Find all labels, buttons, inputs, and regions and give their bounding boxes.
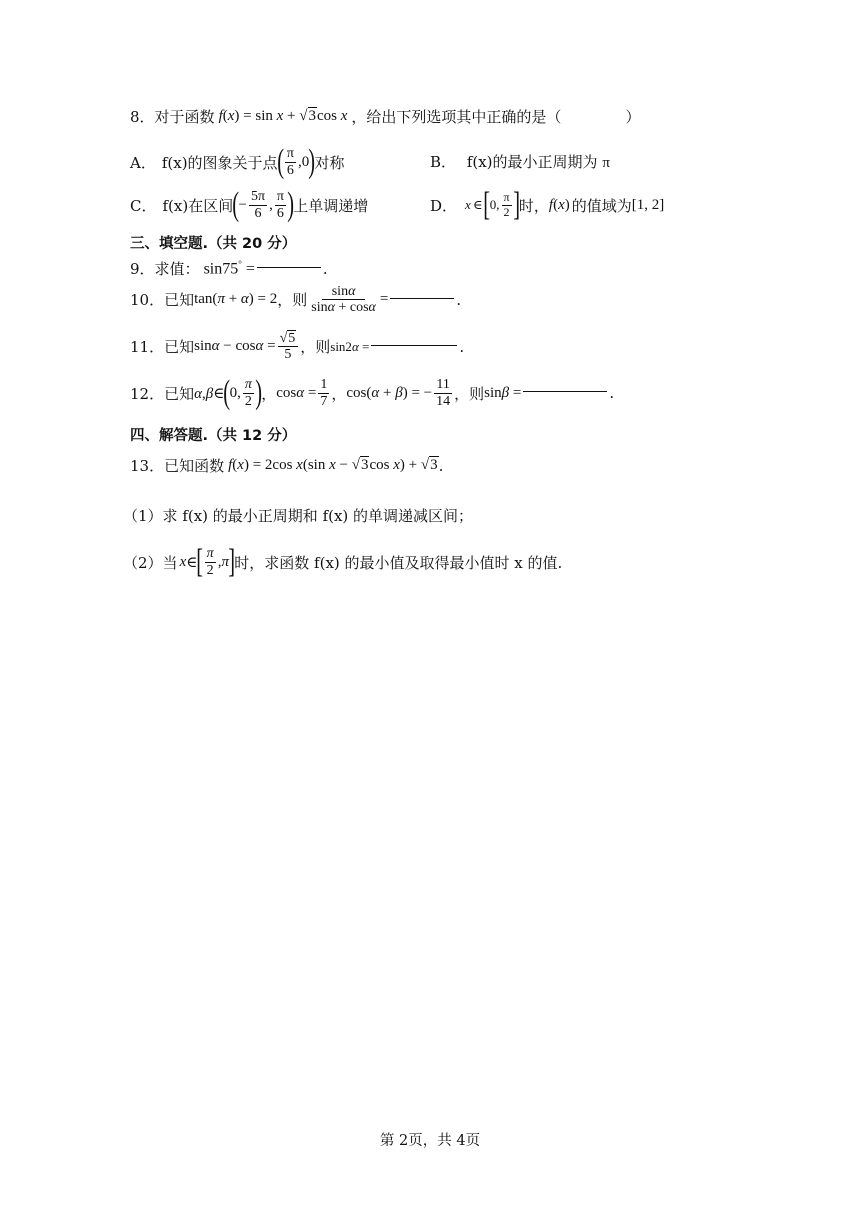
option-d-text-mid: 时， [518, 196, 549, 215]
q13-number: 13． [130, 457, 165, 475]
q9-answer-blank[interactable] [257, 266, 321, 268]
q10-mid: ，则 [277, 291, 308, 310]
option-c-text-post: 上单调递增 [293, 196, 369, 215]
q12-cond3: cos(α + β) = − [346, 384, 433, 401]
q12-frac-1: $\frac{\pi}{2}$ [244, 377, 252, 409]
q10-end: . [456, 290, 462, 309]
q13-part-2-frac: $\frac{\pi}{2}$ [206, 546, 214, 578]
q12: 12． 已知 α,β∈ ( 0, $\frac{\pi}{2}$ ) ， cosα = $\frac{1}{7}$ ， cos(α + β) = − $\frac{11}{14}$ ，则 sinβ = . [130, 374, 615, 411]
q11-frac: $\frac{√5}{5}$ [278, 331, 299, 363]
q12-number: 12． [130, 384, 165, 403]
q8-option-b [430, 151, 610, 172]
q13-part-1 [123, 505, 473, 526]
option-d-range: [1, 2] [631, 196, 665, 213]
q9-expr: sin75° = [203, 258, 255, 278]
q13-part-2-text-pre: 当 [162, 553, 178, 572]
option-c-frac-2: $\frac{\pi}{6}$ [276, 189, 284, 221]
q9 [130, 258, 328, 279]
q8-paren-close: ） [625, 108, 641, 126]
q9-text: 求值： [154, 260, 200, 278]
q13-part-1-label: （1） [123, 507, 163, 525]
q10-answer-blank[interactable] [390, 297, 454, 299]
q8-stem [130, 106, 640, 127]
q12-mid: ，则 [454, 384, 485, 403]
q10-frac: $\frac{\sin\alpha}{\sin\alpha + \cos\alpha}$ [311, 284, 376, 316]
q8-number: 8． [130, 108, 155, 126]
q8-stem-post: ，给出下列选项其中正确的是（ [351, 108, 562, 126]
q8-option-c: C． f(x)在区间 ( − $\frac{5\pi}{6}$ , $\frac{\pi}{6}$ ) 上单调递增 [130, 186, 369, 223]
q9-end: . [322, 259, 328, 278]
section-4-title: 四、解答题.（共 12 分） [130, 428, 297, 444]
page-footer: 第 2页，共 4页 [379, 1133, 481, 1149]
q10-cond: tan(π + α) = 2 [194, 291, 278, 308]
q11-pre: 已知 [164, 338, 195, 357]
q11-mid: ，则 [300, 338, 331, 357]
q11-end: . [459, 337, 465, 356]
q11-number: 11． [130, 338, 165, 357]
q11-cond: sinα − cosα = [194, 338, 276, 355]
q12-answer-blank[interactable] [523, 390, 607, 392]
option-c-text-pre: f(x)在区间 [162, 196, 234, 215]
q11 [130, 331, 464, 363]
q10-number: 10． [130, 291, 165, 310]
q12-pre: 已知 [164, 384, 195, 403]
q12-expr: sinβ = [484, 384, 522, 401]
option-a-text-pre: f(x)的图象关于点 [161, 153, 278, 172]
q8-stem-pre: 对于函数 [154, 108, 215, 126]
q13-part-2-label: （2） [123, 553, 163, 572]
q9-number: 9． [130, 260, 155, 278]
q13-part-1-text: 求 f(x) 的最小正周期和 f(x) 的单调递减区间； [162, 507, 474, 525]
q12-frac-3: $\frac{11}{14}$ [436, 377, 451, 409]
q12-cond2: cosα = [276, 384, 317, 401]
option-a-label: A． [130, 153, 156, 172]
q10: 10． 已知 tan(π + α) = 2 ，则 $\frac{\sin\alpha}{\sin\alpha + \cos\alpha}$ = . [130, 284, 462, 316]
section-3-title: 三、填空题.（共 20 分） [130, 236, 297, 252]
q13-pre: 已知函数 [164, 457, 225, 475]
option-c-label: C． [130, 196, 157, 215]
q8-option-a: A． f(x)的图象关于点 ( $\frac{\pi}{6}$ ,0 ) 对称 [130, 143, 345, 180]
option-b-value: π [602, 155, 610, 171]
option-d-frac: $\frac{\pi}{2}$ [503, 190, 510, 219]
q12-cond1: α,β∈ [194, 385, 225, 402]
option-d-label: D． [430, 196, 458, 215]
option-d-text-post-label: 的值域为 [571, 196, 632, 215]
option-b-label: B． [430, 153, 457, 171]
q11-expr: sin2α = [330, 338, 370, 354]
q10-pre: 已知 [164, 291, 195, 310]
q11-answer-blank[interactable] [371, 344, 457, 346]
q13-part-2: （2） 当 x ∈ [ $\frac{\pi}{2}$ ,π ] 时，求函数 f(x) 的最小值及取得最小值时 x 的值. [123, 543, 563, 580]
q13 [130, 455, 443, 476]
option-c-frac-1: $\frac{5\pi}{6}$ [251, 189, 266, 221]
q12-end: . [609, 384, 615, 402]
q13-func: f(x) = 2cos x(sin x − √3cos x) + √3 [228, 457, 438, 473]
q12-frac-2: $\frac{1}{7}$ [320, 377, 328, 409]
q13-part-2-text-post: 时，求函数 f(x) 的最小值及取得最小值时 x 的值. [234, 553, 563, 572]
q8-option-d: D． x ∈ [ 0, $\frac{\pi}{2}$ ] 时， f(x) 的值域为 [1, 2] [430, 186, 665, 223]
q13-end: . [438, 456, 444, 475]
option-b-text-pre: f(x)的最小正周期为 [466, 153, 598, 171]
option-a-point-frac: $\frac{\pi}{6}$ [286, 146, 294, 178]
q8-func: f(x) = sin x + √3cos x [218, 108, 348, 124]
option-a-text-post: 对称 [314, 153, 345, 172]
